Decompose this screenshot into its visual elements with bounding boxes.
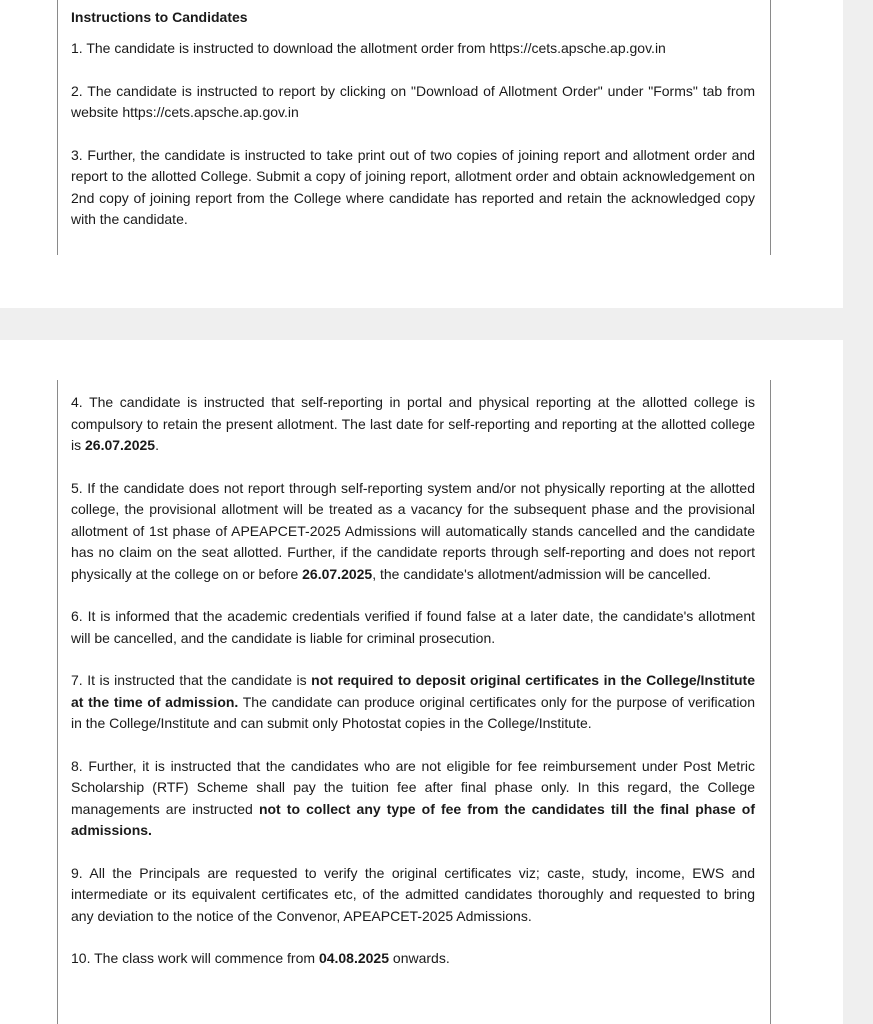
- instruction-8: 8. Further, it is instructed that the candidates who are not eligible for fee reimbursement under Post Metric Scholarship (RTF) Scheme shall pay the tuition fee after final phase only. In this regard, the College managements are instructed not to collect any type of fee from the candidates till the final phase of admissions.: [71, 757, 756, 838]
- instruction-6: 6. It is informed that the academic credentials verified if found false at a later date, the candidate's allotment will be cancelled, and the candidate is liable for criminal prosecution.: [71, 608, 755, 646]
- instruction-1: 1. The candidate is instructed to download the allotment order from https://cets.apsche.ap.gov.in: [71, 40, 666, 56]
- instructions-content-top: [71, 7, 755, 252]
- instruction-10: 10. The class work will commence from 04.08.2025 onwards.: [71, 950, 450, 966]
- instruction-4: 4. The candidate is instructed that self-reporting in portal and physical reporting at the allotted college is compulsory to retain the present allotment. The last date for self-reporting and reporting at the allotted college is 26.07.2025.: [71, 394, 755, 453]
- fee-notice: not to collect any type of fee from the candidates till the final phase of admissions.: [71, 800, 755, 838]
- instruction-7: 7. It is instructed that the candidate is not required to deposit original certificates in the College/Institute at the time of admission. The candidate can produce original certificates only for the purpose of verification in the College/Institute and can submit only Photostat copies in the College/Institute.: [71, 672, 755, 731]
- document-page-2: [0, 340, 843, 1024]
- instructions-box-bottom: [57, 380, 771, 1024]
- instructions-heading: Instructions to Candidates: [71, 9, 248, 25]
- certificates-notice: not required to deposit original certificates in the College/Institute at the time of admission.: [71, 672, 755, 710]
- physical-reporting-date: 26.07.2025: [302, 565, 373, 582]
- self-reporting-date: 26.07.2025: [85, 437, 156, 453]
- instruction-2: 2. The candidate is instructed to report by clicking on "Download of Allotment Order" under "Forms" tab from website https://cets.apsche.ap.gov.in: [71, 82, 755, 120]
- instruction-3: 3. Further, the candidate is instructed to take print out of two copies of joining report and allotment order and report to the allotted College. Submit a copy of joining report, allotment order and obtain acknowledgement on 2nd copy of joining report from the College where candidate has reported and retain the acknowledged copy with the candidate.: [71, 146, 756, 227]
- class-commence-date: 04.08.2025: [318, 950, 390, 966]
- instruction-5: 5. If the candidate does not report through self-reporting system and/or not physically reporting at the allotted college, the provisional allotment will be treated as a vacancy for the subsequent phase and the provisional allotment of 1st phase of APEAPCET-2025 Admissions will automatically stands cancelled and the candidate has no claim on the seat allotted. Further, if the candidate reports through self-reporting and does not report physically at the college on or before 26.07.2025, the candidate's allotment/admission will be cancelled.: [71, 479, 756, 582]
- instructions-content-bottom: [71, 392, 755, 991]
- document-page-1: [0, 0, 843, 308]
- instructions-box-top: [57, 0, 771, 255]
- instruction-9: 9. All the Principals are requested to verify the original certificates viz; caste, study, income, EWS and intermediate or its equivalent certificates etc, of the admitted candidates thoroughly and requested to bring any deviation to the notice of the Convenor, APEAPCET-2025 Admissions.: [71, 864, 755, 924]
